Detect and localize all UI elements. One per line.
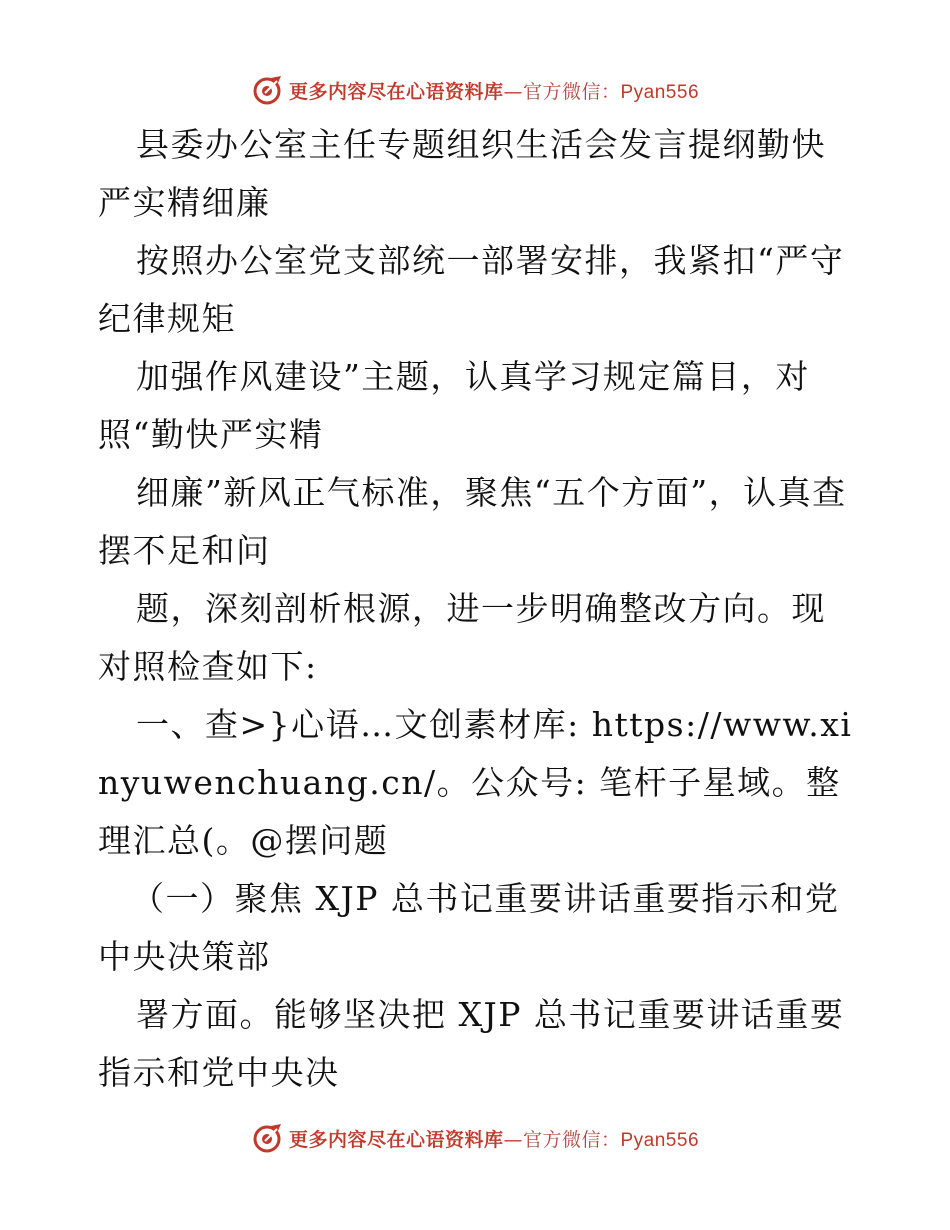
subsection-heading: （一）聚焦 XJP 总书记重要讲话重要指示和党中央决策部 [98,879,840,976]
watermark-main-text: 更多内容尽在心语资料库 [288,80,504,103]
watermark-dash: — [503,80,523,103]
document-body [98,116,858,1102]
watermark-wechat-id: Pyan556 [620,1129,700,1151]
paragraph: 题，深刻剖析根源，进一步明确整改方向。现对照检查如下: [98,589,826,686]
paragraph: 细廉”新风正气标准，聚焦“五个方面”，认真查摆不足和问 [98,473,847,570]
watermark-wechat-id: Pyan556 [620,81,700,103]
paragraph: 按照办公室党支部统一部署安排，我紧扣“严守纪律规矩 [98,241,845,338]
paragraph: 加强作风建设”主题，认真学习规定篇目，对照“勤快严实精 [98,357,810,454]
pen-logo-icon [251,1122,283,1154]
document-title: 县委办公室主任专题组织生活会发言提纲勤快严实精细廉 [98,125,826,222]
section-heading: 一、查>}心语…文创素材库: https://www.xinyuwenchuang.cn/。公众号: 笔杆子星域。整理汇总(。@摆问题 [98,705,853,860]
footer-watermark-banner [0,1118,950,1158]
pen-logo-icon [251,74,283,106]
watermark-wechat-label: 官方微信： [522,1128,621,1151]
watermark-wechat-label: 官方微信： [522,80,621,103]
paragraph: 署方面。能够坚决把 XJP 总书记重要讲话重要指示和党中央决 [98,995,845,1092]
watermark-main-text: 更多内容尽在心语资料库 [288,1128,504,1151]
watermark-dash: — [503,1128,523,1151]
header-watermark-banner [0,70,950,110]
